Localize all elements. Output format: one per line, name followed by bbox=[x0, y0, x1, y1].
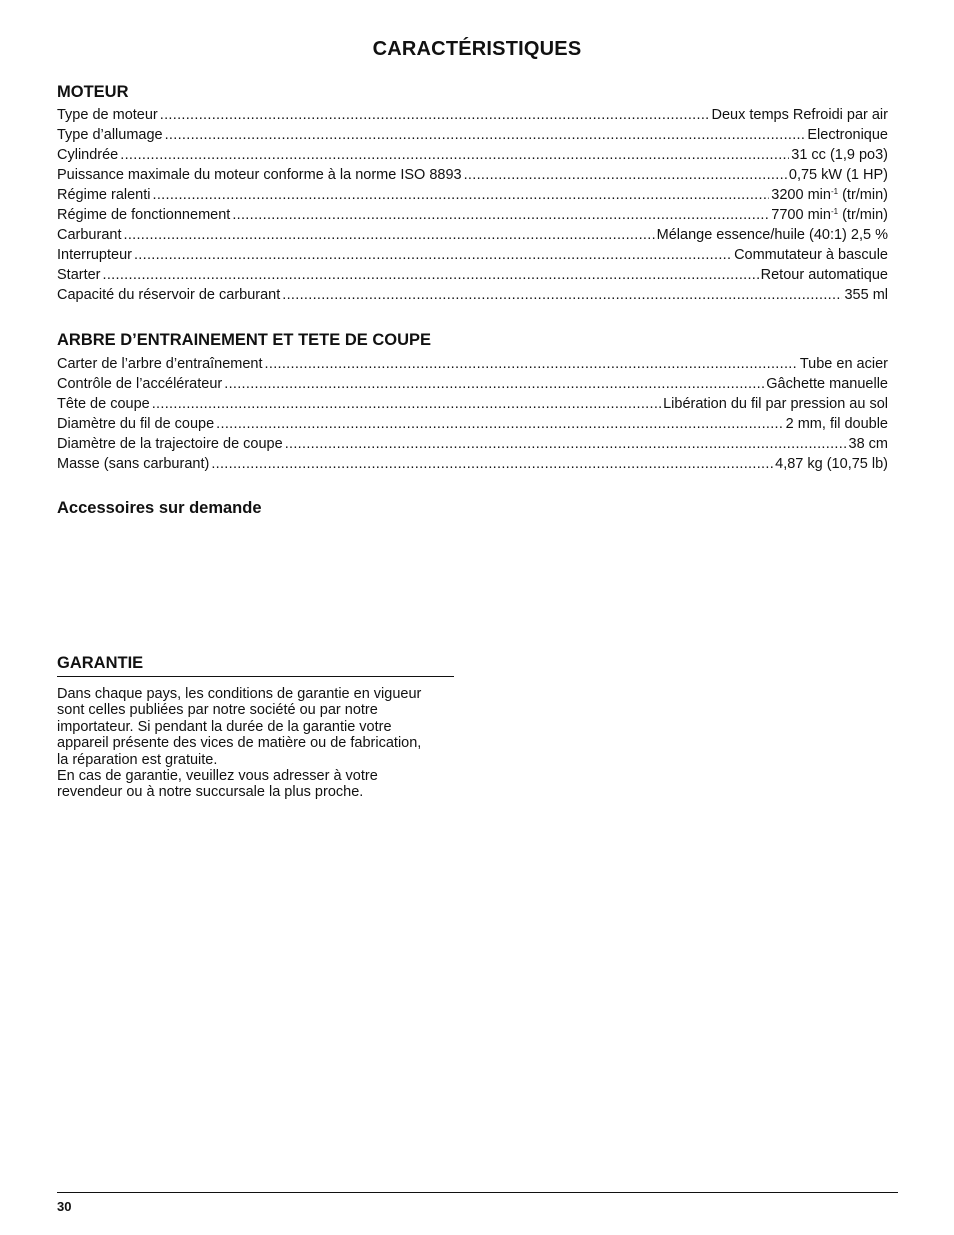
garantie-line: Dans chaque pays, les conditions de garantie en vigueur bbox=[57, 686, 422, 702]
garantie-line: appareil présente des vices de matière ou de fabrication, bbox=[57, 735, 422, 752]
spec-value: Commutateur à bascule bbox=[734, 247, 888, 263]
spec-label: Contrôle de l’accélérateur bbox=[57, 376, 223, 392]
spec-value: Deux temps Refroidi par air bbox=[711, 107, 888, 123]
dot-leader bbox=[285, 434, 847, 454]
spec-label: Régime de fonctionnement bbox=[57, 207, 231, 223]
spec-value: 0,75 kW (1 HP) bbox=[788, 167, 888, 183]
spec-row bbox=[57, 105, 888, 125]
dot-leader bbox=[160, 105, 710, 125]
garantie-line: En cas de garantie, veuillez vous adresser à votre bbox=[57, 768, 378, 785]
section-heading-garantie: GARANTIE bbox=[57, 654, 454, 677]
spec-row bbox=[57, 414, 888, 434]
dot-leader bbox=[152, 394, 661, 414]
garantie-line: sont celles publiées par notre société ou par notre bbox=[57, 702, 378, 719]
value-main: 3200 min bbox=[771, 187, 831, 203]
spec-value bbox=[771, 205, 888, 225]
spec-label: Régime ralenti bbox=[57, 187, 151, 203]
dot-leader bbox=[211, 454, 773, 474]
dot-leader bbox=[103, 265, 759, 285]
spec-row bbox=[57, 245, 888, 265]
spec-row bbox=[57, 125, 888, 145]
spec-label: Cylindrée bbox=[57, 147, 119, 163]
dot-leader bbox=[282, 285, 842, 305]
spec-value: Mélange essence/huile (40:1) 2,5 % bbox=[656, 227, 888, 243]
spec-label: Puissance maximale du moteur conforme à la norme ISO 8893 bbox=[57, 167, 462, 183]
page-number: 30 bbox=[57, 1199, 72, 1214]
value-unit: (tr/min) bbox=[838, 207, 888, 223]
value-unit: (tr/min) bbox=[838, 187, 888, 203]
spec-row bbox=[57, 205, 888, 225]
dot-leader bbox=[165, 125, 806, 145]
dot-leader bbox=[153, 185, 770, 205]
spec-label: Carter de l’arbre d’entraînement bbox=[57, 356, 263, 372]
garantie-line: la réparation est gratuite. bbox=[57, 751, 218, 768]
spec-value: Libération du fil par pression au sol bbox=[663, 396, 888, 412]
spec-label: Carburant bbox=[57, 227, 122, 243]
spec-label: Type de moteur bbox=[57, 107, 158, 123]
spec-row bbox=[57, 434, 888, 454]
spec-value: 355 ml bbox=[844, 287, 888, 303]
dot-leader bbox=[232, 205, 769, 225]
value-main: 7700 min bbox=[771, 207, 831, 223]
spec-row bbox=[57, 225, 888, 245]
dot-leader bbox=[123, 225, 654, 245]
section-heading-accessoires: Accessoires sur demande bbox=[57, 499, 262, 517]
spec-label: Diamètre de la trajectoire de coupe bbox=[57, 436, 283, 452]
spec-value: Retour automatique bbox=[760, 267, 888, 283]
value-exponent: -1 bbox=[830, 187, 839, 196]
spec-label: Capacité du réservoir de carburant bbox=[57, 287, 281, 303]
dot-leader bbox=[265, 354, 798, 374]
spec-row bbox=[57, 354, 888, 374]
spec-list-moteur bbox=[57, 105, 888, 305]
spec-row bbox=[57, 185, 888, 205]
spec-value: 4,87 kg (10,75 lb) bbox=[775, 456, 888, 472]
garantie-line: importateur. Si pendant la durée de la garantie votre bbox=[57, 718, 392, 735]
dot-leader bbox=[464, 165, 787, 185]
spec-value: 2 mm, fil double bbox=[785, 416, 888, 432]
spec-value: Gâchette manuelle bbox=[766, 376, 888, 392]
spec-value: 38 cm bbox=[848, 436, 888, 452]
spec-row bbox=[57, 145, 888, 165]
spec-label: Tête de coupe bbox=[57, 396, 150, 412]
section-heading-moteur: MOTEUR bbox=[57, 83, 129, 101]
section-heading-arbre: ARBRE D’ENTRAINEMENT ET TETE DE COUPE bbox=[57, 331, 432, 349]
spec-row bbox=[57, 165, 888, 185]
spec-value bbox=[771, 185, 888, 205]
spec-value: Tube en acier bbox=[799, 356, 888, 372]
footer-divider bbox=[57, 1192, 898, 1193]
spec-label: Interrupteur bbox=[57, 247, 132, 263]
spec-row bbox=[57, 374, 888, 394]
garantie-paragraph bbox=[57, 686, 457, 801]
spec-label: Masse (sans carburant) bbox=[57, 456, 210, 472]
spec-list-arbre bbox=[57, 354, 888, 474]
dot-leader bbox=[224, 374, 764, 394]
dot-leader bbox=[134, 245, 732, 265]
value-exponent: -1 bbox=[830, 207, 839, 216]
spec-value: 31 cc (1,9 po3) bbox=[791, 147, 888, 163]
spec-label: Diamètre du fil de coupe bbox=[57, 416, 215, 432]
dot-leader bbox=[120, 145, 789, 165]
spec-row bbox=[57, 454, 888, 474]
page-title: CARACTÉRISTIQUES bbox=[372, 38, 582, 60]
dot-leader bbox=[216, 414, 783, 434]
spec-row bbox=[57, 394, 888, 414]
spec-label: Type d’allumage bbox=[57, 127, 163, 143]
spec-row bbox=[57, 265, 888, 285]
spec-row bbox=[57, 285, 888, 305]
spec-label: Starter bbox=[57, 267, 101, 283]
garantie-line: revendeur ou à notre succursale la plus proche. bbox=[57, 784, 364, 801]
spec-value: Electronique bbox=[807, 127, 888, 143]
